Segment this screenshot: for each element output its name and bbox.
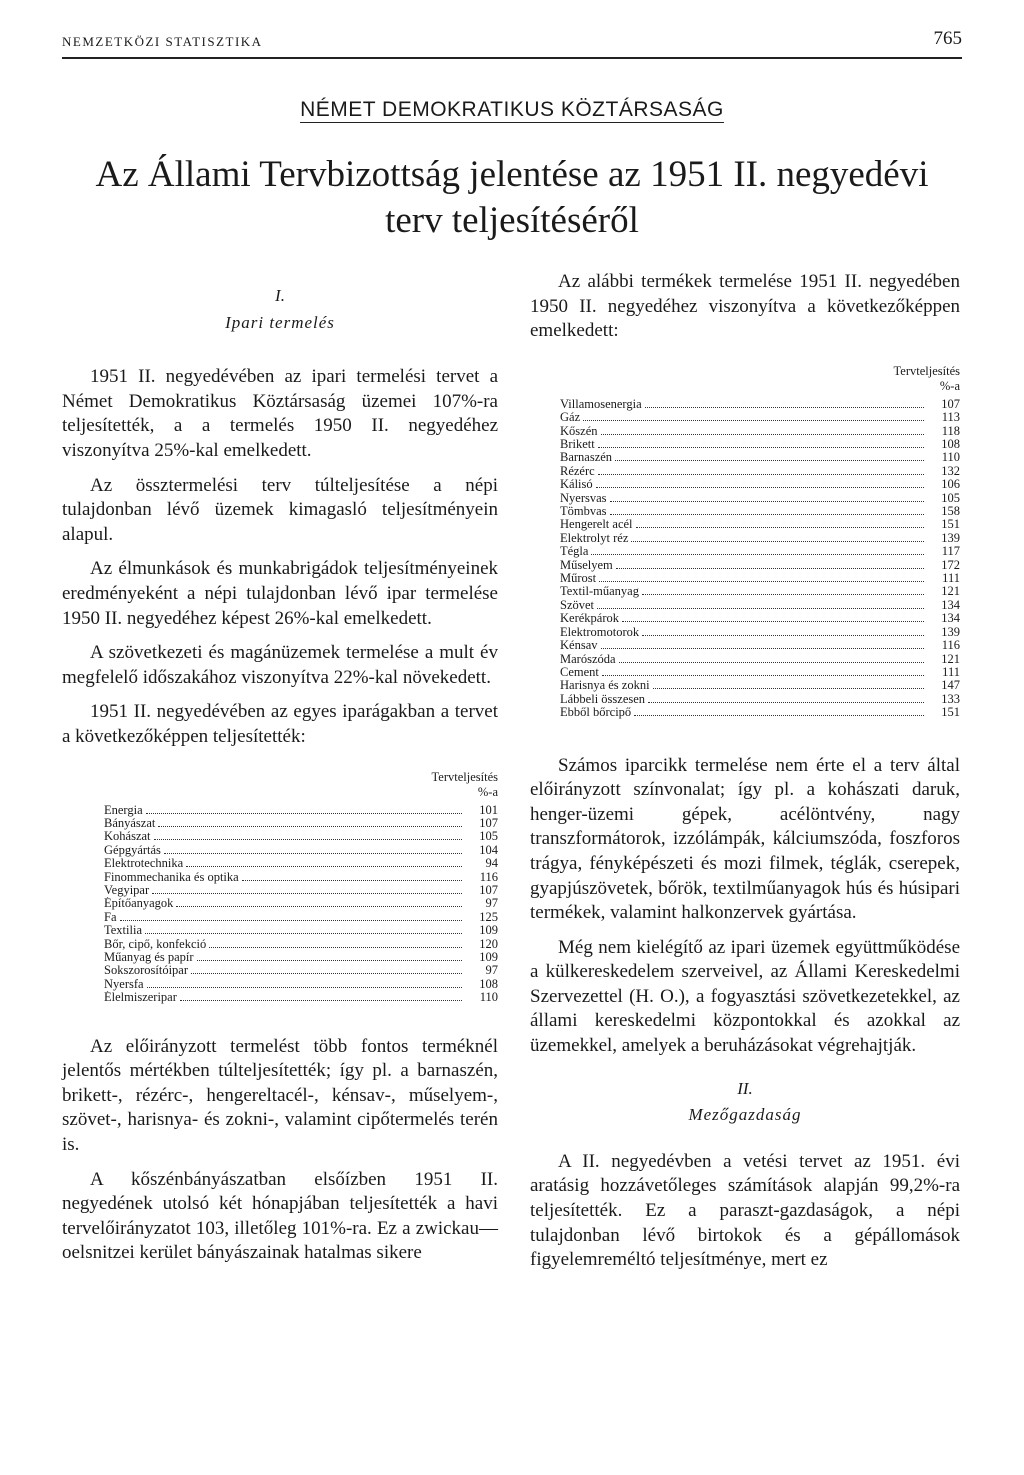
table-row bbox=[560, 398, 960, 411]
row-value: 108 bbox=[479, 977, 498, 991]
section-2-number: II. bbox=[737, 1078, 753, 1098]
row-label: Elektromotorok bbox=[560, 625, 640, 639]
paragraph: Az alábbi termékek termelése 1951 II. negyedében 1950 II. negyedéhez viszonyítva a következőképpen emelkedett: bbox=[530, 271, 960, 342]
title-line-1: Az Állami Tervbizottság jelentése az 1951 II. negyedévi bbox=[95, 154, 929, 195]
journal-title: NEMZETKÖZI STATISZTIKA bbox=[62, 34, 263, 49]
dot-leader bbox=[146, 813, 462, 814]
paragraph: Az élmunkások és munkabrigádok teljesítményeinek eredményeként a népi tulajdonban lévő ipar termelése 1950 II. negyedéhez képest 26%-kal emelkedett. bbox=[62, 558, 498, 629]
title-line-2: terv teljesítéséről bbox=[385, 200, 639, 241]
table-row bbox=[104, 804, 498, 817]
table-row bbox=[560, 572, 960, 585]
row-label: Textil-műanyag bbox=[560, 585, 639, 599]
dot-leader bbox=[164, 853, 462, 854]
table-row bbox=[104, 978, 498, 991]
table-row bbox=[560, 666, 960, 679]
table-row bbox=[104, 938, 498, 951]
row-value: 117 bbox=[941, 545, 960, 559]
dot-leader bbox=[636, 527, 924, 528]
row-value: 97 bbox=[485, 897, 498, 911]
right-column bbox=[530, 270, 960, 1273]
row-label: Gépgyártás bbox=[104, 843, 161, 857]
dot-leader bbox=[197, 960, 462, 961]
row-label: Finommechanika és optika bbox=[104, 870, 239, 884]
table-header bbox=[104, 770, 498, 800]
table-row bbox=[560, 532, 960, 545]
left-column bbox=[62, 280, 498, 1266]
table-row bbox=[560, 451, 960, 464]
section-1-heading: Ipari termelés bbox=[225, 312, 335, 332]
dot-leader bbox=[209, 947, 462, 948]
section-1-number: I. bbox=[275, 286, 285, 305]
section-2-heading: Mezőgazdaság bbox=[688, 1105, 802, 1125]
paragraph: A kőszénbányászatban elsőízben 1951 II. negyedének utolsó két hónapjában teljesítették a havi tervelőirányzatot 103, illetőleg 101%-ra. Ez a zwickau—oelsnitzei kerület bányászainak hatalmas sikere bbox=[62, 1168, 498, 1264]
row-value: 106 bbox=[941, 478, 960, 492]
article-title bbox=[80, 152, 944, 244]
table-row bbox=[560, 492, 960, 505]
row-value: 111 bbox=[942, 572, 960, 586]
row-label: Fa bbox=[104, 910, 117, 924]
table-row bbox=[560, 518, 960, 531]
row-value: 105 bbox=[479, 830, 498, 844]
table-body bbox=[104, 804, 498, 1005]
dot-leader bbox=[598, 474, 924, 475]
table-header-line-1: Tervteljesítés bbox=[431, 769, 498, 784]
dot-leader bbox=[597, 608, 924, 609]
table-row bbox=[560, 559, 960, 572]
row-label: Kohászat bbox=[104, 830, 151, 844]
row-value: 105 bbox=[941, 491, 960, 505]
row-label: Tömbvas bbox=[560, 505, 607, 519]
row-value: 113 bbox=[941, 411, 960, 425]
table-header bbox=[560, 364, 960, 394]
dot-leader bbox=[634, 715, 924, 716]
dot-leader bbox=[601, 434, 925, 435]
table-header-line-2: %-a bbox=[477, 784, 498, 799]
dot-leader bbox=[596, 487, 924, 488]
table-header-line-1: Tervteljesítés bbox=[893, 363, 960, 378]
dot-leader bbox=[631, 541, 924, 542]
table-row bbox=[104, 884, 498, 897]
table-row bbox=[560, 653, 960, 666]
row-label: Gáz bbox=[560, 411, 581, 425]
row-label: Nyersfa bbox=[104, 977, 144, 991]
table-row bbox=[560, 679, 960, 692]
table-header-line-2: %-a bbox=[939, 378, 960, 393]
table-row bbox=[104, 964, 498, 977]
table-row bbox=[104, 817, 498, 830]
row-label: Sokszorosítóipar bbox=[104, 964, 189, 978]
dot-leader bbox=[145, 933, 462, 934]
header-rule bbox=[62, 57, 962, 59]
dot-leader bbox=[642, 635, 924, 636]
row-value: 97 bbox=[485, 964, 498, 978]
row-label: Élelmiszeripar bbox=[104, 991, 177, 1005]
dot-leader bbox=[147, 987, 462, 988]
row-value: 134 bbox=[941, 598, 960, 612]
row-value: 121 bbox=[941, 585, 960, 599]
table-row bbox=[104, 897, 498, 910]
table-row bbox=[560, 411, 960, 424]
row-value: 111 bbox=[942, 665, 960, 679]
row-label: Brikett bbox=[560, 438, 595, 451]
row-value: 139 bbox=[941, 531, 960, 545]
row-label: Bányászat bbox=[104, 816, 156, 830]
table-row bbox=[560, 545, 960, 558]
table-row bbox=[560, 465, 960, 478]
row-value: 107 bbox=[479, 883, 498, 897]
table-row bbox=[560, 612, 960, 625]
row-value: 132 bbox=[941, 464, 960, 478]
row-value: 151 bbox=[941, 518, 960, 532]
dot-leader bbox=[622, 621, 924, 622]
dot-leader bbox=[602, 675, 924, 676]
row-label: Műrost bbox=[560, 572, 597, 586]
table-row bbox=[104, 857, 498, 870]
dot-leader bbox=[599, 581, 924, 582]
row-label: Kerékpárok bbox=[560, 612, 619, 626]
table-row bbox=[104, 871, 498, 884]
row-label: Cement bbox=[560, 665, 599, 679]
table-row bbox=[560, 599, 960, 612]
row-label: Tégla bbox=[560, 545, 589, 559]
dot-leader bbox=[615, 460, 924, 461]
country-heading bbox=[0, 98, 1024, 122]
row-value: 139 bbox=[941, 625, 960, 639]
dot-leader bbox=[186, 866, 462, 867]
paragraph: 1951 II. negyedévében az ipari termelési tervet a Német Demokratikus Köztársaság üzemei 107%-ra teljesítették, a a termelés 1950 II. negyedéhez viszonyítva 25%-kal emelkedett. bbox=[62, 366, 498, 461]
row-value: 147 bbox=[941, 679, 960, 693]
row-label: Villamosenergia bbox=[560, 397, 642, 411]
row-label: Szövet bbox=[560, 598, 595, 612]
row-value: 134 bbox=[941, 612, 960, 626]
row-label: Harisnya és zokni bbox=[560, 679, 650, 693]
table-row bbox=[560, 639, 960, 652]
paragraph: Számos iparcikk termelése nem érte el a terv által előirányzott színvonalat; így pl. a kohászati daruk, henger-üzemi gépek, acélöntvény, nagy transzformátorok, izzólámpák, kálciumszóda, foszforos trágya, fényképészeti és mozi filmek, téglák, cserepek, gyapjúszövetek, bőrök, textilműanyagok hús és húsipari termékek, valamint halkonzervek gyártása. bbox=[530, 754, 960, 924]
paragraph: A II. negyedévben a vetési tervet az 1951. évi aratásig hozzávetőleges számítások alapján 99,2%-ra teljesítették. Ez a paraszt-gazdaságok, a népi tulajdonban lévő birtokok és a gépállomások figyelemreméltó teljesítménye, mert ez bbox=[530, 1150, 960, 1271]
dot-leader bbox=[653, 688, 924, 689]
dot-leader bbox=[648, 702, 924, 703]
paragraph: Még nem kielégítő az ipari üzemek együttműködése a külkereskedelem szerveivel, az Állami Kereskedelmi Szervezettel (H. O.), a fogyasztási szövetkezetekkel, az állami kereskedelmi központokkal és azokkal az üzemekkel, amelyek a beruházásokat végrehajtják. bbox=[530, 936, 960, 1057]
row-value: 116 bbox=[479, 870, 498, 884]
table-row bbox=[560, 425, 960, 438]
row-label: Műanyag és papír bbox=[104, 950, 194, 964]
dot-leader bbox=[242, 880, 462, 881]
dot-leader bbox=[591, 554, 924, 555]
table-row bbox=[104, 951, 498, 964]
running-head bbox=[62, 26, 962, 56]
row-value: 107 bbox=[941, 397, 960, 411]
dot-leader bbox=[619, 662, 924, 663]
dot-leader bbox=[616, 568, 924, 569]
row-label: Elektrotechnika bbox=[104, 857, 184, 871]
table-row bbox=[560, 438, 960, 451]
table-row bbox=[104, 911, 498, 924]
industry-branches-table bbox=[104, 770, 498, 1005]
table-row bbox=[560, 505, 960, 518]
paragraph: A szövetkezeti és magánüzemek termelése a mult év megfelelő időszakához viszonyítva 22%-kal növekedett. bbox=[62, 642, 498, 688]
dot-leader bbox=[601, 648, 925, 649]
row-label: Kálisó bbox=[560, 478, 593, 492]
row-value: 116 bbox=[941, 639, 960, 653]
row-label: Textilia bbox=[104, 924, 143, 938]
row-label: Rézérc bbox=[560, 464, 595, 478]
table-row bbox=[560, 478, 960, 491]
dot-leader bbox=[191, 973, 462, 974]
dot-leader bbox=[180, 1000, 462, 1001]
dot-leader bbox=[645, 407, 924, 408]
dot-leader bbox=[152, 893, 462, 894]
dot-leader bbox=[583, 420, 924, 421]
row-label: Vegyipar bbox=[104, 883, 150, 897]
table-row bbox=[560, 585, 960, 598]
row-value: 120 bbox=[479, 937, 498, 951]
row-value: 172 bbox=[941, 558, 960, 572]
paragraph: 1951 II. negyedévében az egyes iparágakban a tervet a következőképpen teljesítették: bbox=[62, 701, 498, 747]
row-value: 101 bbox=[479, 803, 498, 817]
row-label: Energia bbox=[104, 803, 143, 817]
row-label: Elektrolyt réz bbox=[560, 531, 629, 545]
table-row bbox=[560, 693, 960, 706]
row-label: Bőr, cipő, konfekció bbox=[104, 937, 207, 951]
row-label: Nyersvas bbox=[560, 491, 607, 505]
dot-leader bbox=[158, 826, 462, 827]
row-label: Kőszén bbox=[560, 424, 598, 438]
paragraph: Az össztermelési terv túlteljesítése a népi tulajdonban lévő üzemek kimagasló teljesítményein alapul. bbox=[62, 474, 498, 545]
row-value: 109 bbox=[479, 950, 498, 964]
row-value: 118 bbox=[941, 424, 960, 438]
row-label: Marószóda bbox=[560, 652, 616, 666]
row-value: 109 bbox=[479, 924, 498, 938]
dot-leader bbox=[120, 920, 463, 921]
row-label: Kénsav bbox=[560, 639, 598, 653]
table-row bbox=[104, 924, 498, 937]
row-label: Barnaszén bbox=[560, 451, 613, 465]
dot-leader bbox=[154, 839, 462, 840]
row-value: 133 bbox=[941, 692, 960, 706]
products-table bbox=[560, 364, 960, 720]
row-value: 108 bbox=[941, 438, 960, 451]
table-row bbox=[104, 844, 498, 857]
row-value: 110 bbox=[479, 991, 498, 1005]
row-value: 121 bbox=[941, 652, 960, 666]
table-row bbox=[560, 706, 960, 719]
row-value: 151 bbox=[941, 706, 960, 720]
dot-leader bbox=[610, 501, 924, 502]
page-number: 765 bbox=[933, 28, 962, 49]
row-label: Lábbeli összesen bbox=[560, 692, 646, 706]
table-row bbox=[560, 626, 960, 639]
row-value: 107 bbox=[479, 816, 498, 830]
table-row bbox=[104, 991, 498, 1004]
dot-leader bbox=[598, 447, 924, 448]
row-value: 125 bbox=[479, 910, 498, 924]
paragraph: Az előirányzott termelést több fontos terméknél jelentős mértékben túlteljesítették; így pl. a barnaszén, brikett-, rézérc-, hengereltacél-, kénsav-, műselyem-, szövet-, harisnya- és zokni-, valamint cipőtermelés terén is. bbox=[62, 1035, 498, 1155]
table-body bbox=[560, 398, 960, 720]
row-value: 94 bbox=[485, 857, 498, 871]
dot-leader bbox=[642, 594, 924, 595]
dot-leader bbox=[610, 514, 924, 515]
row-value: 110 bbox=[941, 451, 960, 465]
table-row bbox=[104, 830, 498, 843]
row-label: Műselyem bbox=[560, 558, 613, 572]
country-heading-text: NÉMET DEMOKRATIKUS KÖZTÁRSASÁG bbox=[300, 98, 724, 121]
row-value: 158 bbox=[941, 505, 960, 519]
row-label: Ebből bőrcipő bbox=[560, 706, 632, 720]
row-label: Hengerelt acél bbox=[560, 518, 633, 532]
row-label: Építőanyagok bbox=[104, 897, 174, 911]
row-value: 104 bbox=[479, 843, 498, 857]
dot-leader bbox=[176, 906, 462, 907]
